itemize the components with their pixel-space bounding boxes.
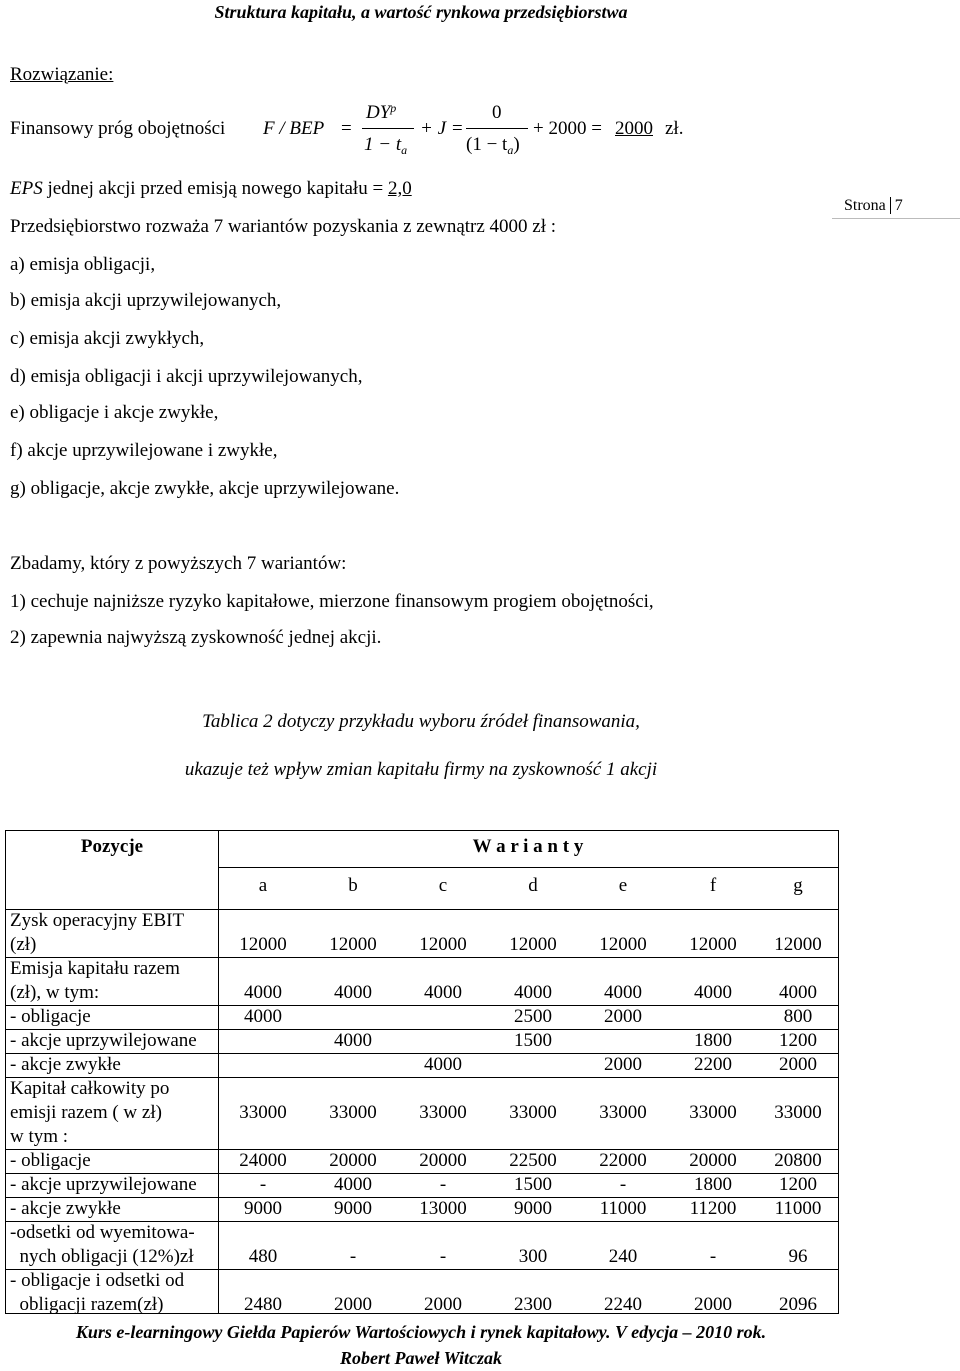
table-cell: 20800 [774, 1150, 822, 1171]
table-row-label-line: - obligacje [10, 1006, 91, 1027]
option-d: d) emisja obligacji i akcji uprzywilejowanych, [10, 366, 363, 387]
table-cell: 12000 [239, 934, 287, 955]
column-header-7: g [793, 875, 803, 896]
table-row-label [10, 1221, 195, 1269]
table-cell: 2240 [604, 1294, 642, 1315]
column-header-1: a [258, 875, 268, 896]
table-cell: - [259, 1174, 267, 1195]
table-row-label-line: - akcje zwykłe [10, 1198, 121, 1219]
table-row-label [10, 1149, 91, 1173]
table-cell: 2000 [424, 1294, 462, 1315]
table-cell: 2480 [244, 1294, 282, 1315]
column-header-2: b [348, 875, 358, 896]
table-row-label-line: Emisja kapitału razem [10, 958, 180, 979]
table-cell: 2000 [604, 1006, 642, 1027]
intro-text: Przedsiębiorstwo rozważa 7 wariantów pozyskania z zewnątrz 4000 zł : [10, 216, 557, 237]
table-divider-vertical [218, 831, 219, 1313]
option-a: a) emisja obligacji, [10, 254, 156, 275]
table-cell: 11000 [774, 1198, 822, 1219]
option-b: b) emisja akcji uprzywilejowanych, [10, 290, 282, 311]
table-cell: 33000 [419, 1102, 467, 1123]
table-cell: 1800 [694, 1030, 732, 1051]
table-row-label-line: Zysk operacyjny EBIT [10, 910, 185, 931]
table-row-label [10, 957, 180, 1005]
page-number-label: Strona 7 [832, 197, 960, 219]
bep-eq: = [341, 118, 352, 139]
bep-result: 2000 [615, 118, 653, 139]
table-cell: 300 [518, 1246, 548, 1267]
table-row-label-line: - akcje zwykłe [10, 1054, 121, 1075]
table-cell: 2300 [514, 1294, 552, 1315]
bep-fraction-line-1 [362, 128, 414, 129]
table-row-label-line: nych obligacji (12%)zł [10, 1246, 194, 1267]
table-cell: 20000 [329, 1150, 377, 1171]
option-f: f) akcje uprzywilejowane i zwykłe, [10, 440, 278, 461]
table-cell: 4000 [334, 1030, 372, 1051]
table-divider-variants [218, 867, 838, 868]
table-cell: 33000 [774, 1102, 822, 1123]
column-header-6: f [709, 875, 717, 896]
table-row-label-line: -odsetki od wyemitowa- [10, 1222, 195, 1243]
table-cell: 9000 [334, 1198, 372, 1219]
table-cell: 20000 [689, 1150, 737, 1171]
table-cell: 9000 [244, 1198, 282, 1219]
table-cell: 22000 [599, 1150, 647, 1171]
table-cell: 2000 [604, 1054, 642, 1075]
table-row-label [10, 1197, 121, 1221]
table-cell: 4000 [244, 982, 282, 1003]
table-cell: - [349, 1246, 357, 1267]
page-header: Struktura kapitału, a wartość rynkowa przedsiębiorstwa [214, 2, 628, 22]
bep-lhs: F / BEP [263, 118, 325, 139]
table-cell: 11200 [689, 1198, 737, 1219]
table-cell: 4000 [779, 982, 817, 1003]
column-header-4: d [528, 875, 538, 896]
table-cell: 9000 [514, 1198, 552, 1219]
table-cell: 4000 [694, 982, 732, 1003]
table-cell: 22500 [509, 1150, 557, 1171]
table-row-label [10, 1173, 197, 1197]
table-cell: 240 [608, 1246, 638, 1267]
footer-author: Robert Paweł Witczak [340, 1348, 502, 1368]
table-cell: 1500 [514, 1030, 552, 1051]
table-cell: - [439, 1246, 447, 1267]
table-cell: 4000 [424, 982, 462, 1003]
solution-label: Rozwiązanie: [10, 64, 114, 85]
table-cell: 33000 [509, 1102, 557, 1123]
table-cell: 12000 [599, 934, 647, 955]
table-cell: 4000 [334, 982, 372, 1003]
table-row-label [10, 909, 184, 957]
table-cell: 20000 [419, 1150, 467, 1171]
bep-label: Finansowy próg obojętności [10, 118, 226, 139]
table-row-label-line: (zł), w tym: [10, 982, 100, 1003]
table-cell: 1200 [779, 1174, 817, 1195]
footer-course: Kurs e-learningowy Giełda Papierów Wartościowych i rynek kapitałowy. V edycja – 2010 rok. [75, 1322, 767, 1342]
table-row-label [10, 1053, 121, 1077]
table-cell: 2000 [334, 1294, 372, 1315]
table-cell: 33000 [689, 1102, 737, 1123]
question-intro: Zbadamy, który z powyższych 7 wariantów: [10, 553, 347, 574]
table-cell: 12000 [689, 934, 737, 955]
bep-plus-j: + J = [420, 118, 464, 139]
table-cell: 1200 [779, 1030, 817, 1051]
table-cell: - [439, 1174, 447, 1195]
table-caption-line-2: ukazuje też wpływ zmian kapitału firmy na zyskowność 1 akcji [184, 759, 658, 780]
table-cell: - [619, 1174, 627, 1195]
table-cell: 2200 [694, 1054, 732, 1075]
bep-num1: $DY^p$ [366, 101, 397, 123]
bep-den2: $(1 - t_a)$ [466, 134, 520, 157]
table-cell: 480 [248, 1246, 278, 1267]
bep-rest: + 2000 = [533, 118, 602, 139]
table-cell: 4000 [424, 1054, 462, 1075]
table-row-divider [6, 1005, 838, 1006]
table-row-label-line: - obligacje i odsetki od [10, 1270, 185, 1291]
table-row-label [10, 1029, 197, 1053]
bep-fraction-line-2 [466, 128, 528, 129]
table-cell: 12000 [774, 934, 822, 955]
table-cell: 2000 [694, 1294, 732, 1315]
table-cell: 800 [783, 1006, 813, 1027]
table-row-label-line: - akcje uprzywilejowane [10, 1030, 197, 1051]
table-cell: 4000 [334, 1174, 372, 1195]
table-cell: 1500 [514, 1174, 552, 1195]
table-cell: 2500 [514, 1006, 552, 1027]
table-cell: 96 [788, 1246, 808, 1267]
table-cell: - [709, 1246, 717, 1267]
bep-num2: 0 [492, 102, 502, 123]
table-cell: 4000 [244, 1006, 282, 1027]
option-c: c) emisja akcji zwykłych, [10, 328, 205, 349]
table-row-label-line: w tym : [10, 1126, 69, 1147]
column-header-5: e [618, 875, 628, 896]
question-2: 2) zapewnia najwyższą zyskowność jednej akcji. [10, 627, 382, 648]
table-cell: 24000 [239, 1150, 287, 1171]
table-cell: 12000 [509, 934, 557, 955]
table-row-label [10, 1077, 169, 1149]
option-g: g) obligacje, akcje zwykłe, akcje uprzywilejowane. [10, 478, 400, 499]
table-row-label-line: Kapitał całkowity po [10, 1078, 170, 1099]
header-position: Pozycje [80, 836, 144, 857]
table-row-label-line: emisji razem ( w zł) [10, 1102, 162, 1123]
question-1: 1) cechuje najniższe ryzyko kapitałowe, mierzone finansowym progiem obojętności, [10, 591, 654, 612]
bep-unit: zł. [665, 118, 684, 139]
table-row-label [10, 1005, 91, 1029]
table-caption-line-1: Tablica 2 dotyczy przykładu wyboru źródeł finansowania, [202, 711, 640, 732]
table-cell: 12000 [419, 934, 467, 955]
table-cell: 33000 [329, 1102, 377, 1123]
table-cell: 13000 [419, 1198, 467, 1219]
table-cell: 33000 [239, 1102, 287, 1123]
table-cell: 2096 [779, 1294, 817, 1315]
table-cell: 11000 [599, 1198, 647, 1219]
table-cell: 33000 [599, 1102, 647, 1123]
table-row-label-line: - obligacje [10, 1150, 91, 1171]
table-row-label-line: (zł) [10, 934, 37, 955]
table-row-label-line: obligacji razem(zł) [10, 1294, 164, 1315]
table-cell: 1800 [694, 1174, 732, 1195]
table-row-label [10, 1269, 184, 1317]
column-header-3: c [438, 875, 448, 896]
table-cell: 12000 [329, 934, 377, 955]
bep-den1: $1 - t_a$ [364, 134, 408, 157]
eps-line: EPS jednej akcji przed emisją nowego kapitału = 2,0 [10, 178, 412, 199]
table-cell: 4000 [514, 982, 552, 1003]
header-variants: W a r i a n t y [472, 836, 584, 857]
table-cell: 2000 [779, 1054, 817, 1075]
financing-table [5, 830, 839, 1314]
table-row-label-line: - akcje uprzywilejowane [10, 1174, 197, 1195]
table-cell: 4000 [604, 982, 642, 1003]
option-e: e) obligacje i akcje zwykłe, [10, 402, 219, 423]
